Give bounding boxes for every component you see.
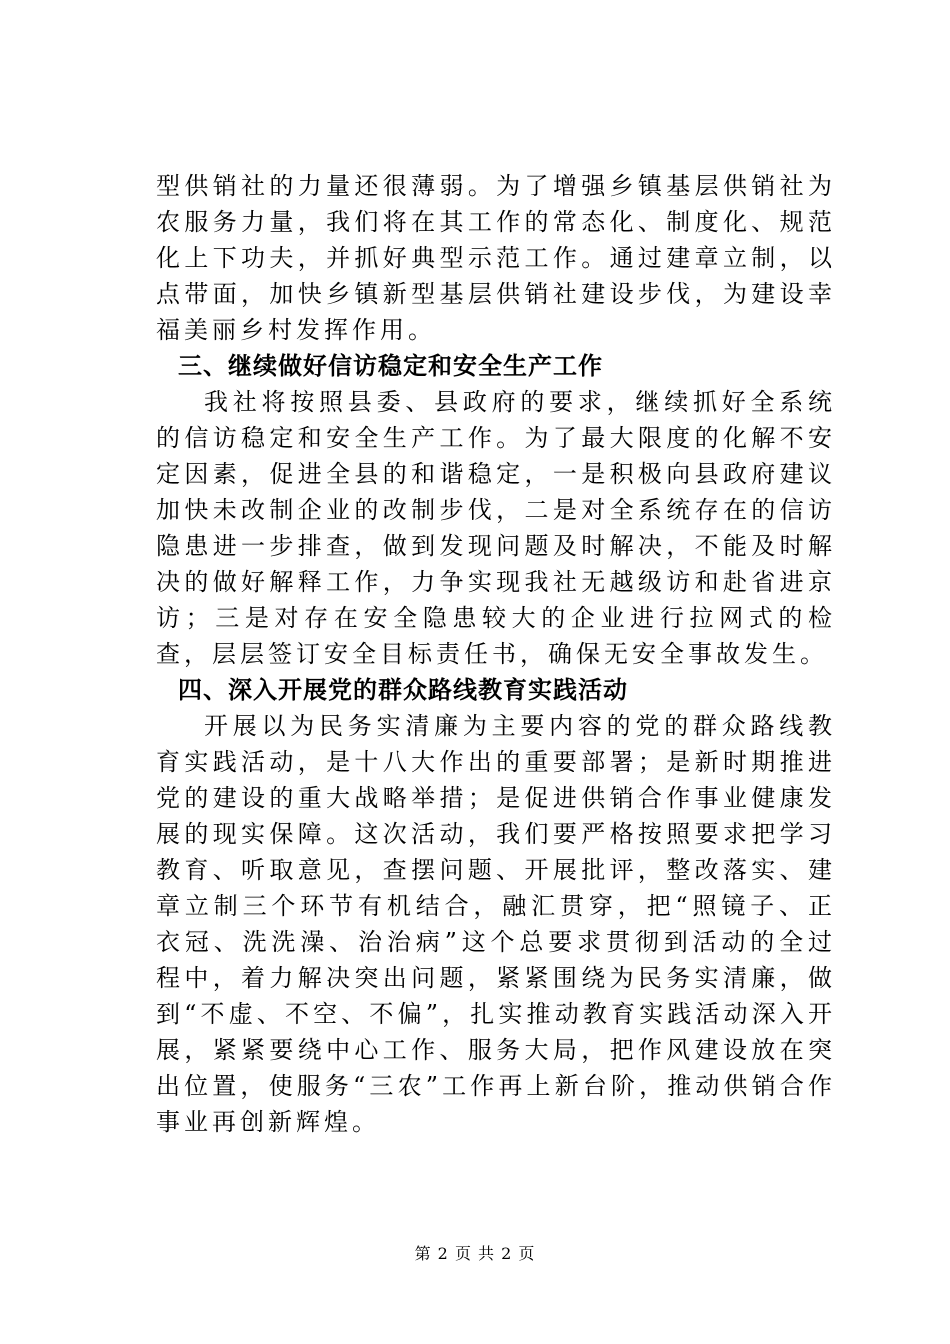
- paragraph-continuation: 型供销社的力量还很薄弱。为了增强乡镇基层供销社为农服务力量，我们将在其工作的常态化、制度化、规范化上下功夫，并抓好典型示范工作。通过建章立制，以点带面，加快乡镇新型基层供销社建设步伐，为建设幸福美丽乡村发挥作用。: [156, 172, 836, 344]
- section-body-4: 开展以为民务实清廉为主要内容的党的群众路线教育实践活动，是十八大作出的重要部署；是新时期推进党的建设的重大战略举措；是促进供销合作事业健康发展的现实保障。这次活动，我们要严格按照要求把学习教育、听取意见，查摆问题、开展批评，整改落实、建章立制三个环节有机结合，融汇贯穿，把“照镜子、正衣冠、洗洗澡、治治病”这个总要求贯彻到活动的全过程中，着力解决突出问题，紧紧围绕为民务实清廉，做到“不虚、不空、不偏”，扎实推动教育实践活动深入开展，紧紧要绕中心工作、服务大局，把作风建设放在突出位置，使服务“三农”工作再上新台阶，推动供销合作事业再创新辉煌。: [156, 712, 836, 1136]
- page-footer: [0, 1244, 950, 1264]
- section-heading-3: 三、继续做好信访稳定和安全生产工作: [178, 352, 603, 380]
- document-body: [156, 168, 836, 1140]
- section-body-3: 我社将按照县委、县政府的要求，继续抓好全系统的信访稳定和安全生产工作。为了最大限度的化解不安定因素，促进全县的和谐稳定，一是积极向县政府建议加快未改制企业的改制步伐，二是对全系统存在的信访隐患进一步排查，做到发现问题及时解决，不能及时解决的做好解释工作，力争实现我社无越级访和赴省进京访；三是对存在安全隐患较大的企业进行拉网式的检查，层层签订安全目标责任书，确保无安全事故发生。: [156, 388, 836, 668]
- page-indicator: 第 2 页 共 2 页: [414, 1244, 536, 1263]
- section-heading-4: 四、深入开展党的群众路线教育实践活动: [178, 676, 628, 704]
